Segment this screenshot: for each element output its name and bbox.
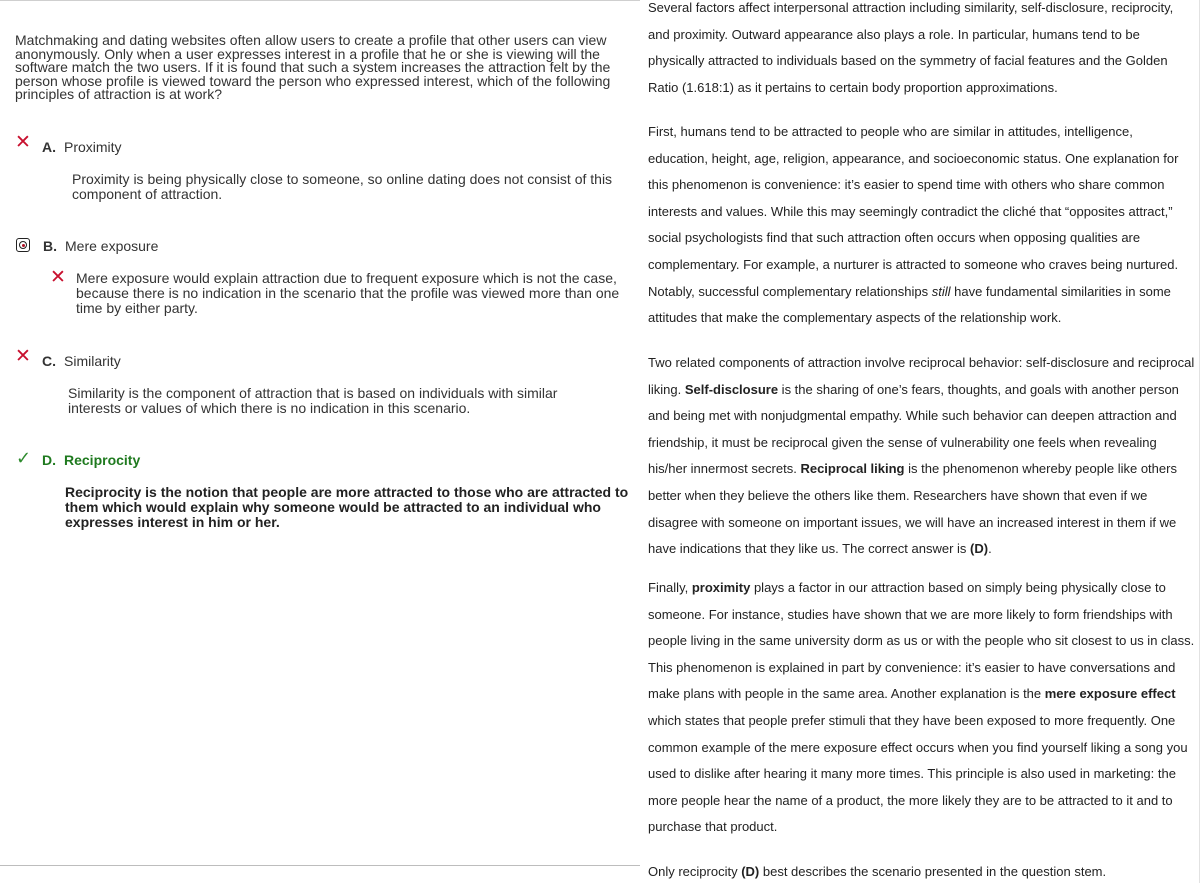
paragraph-text: Finally,: [648, 580, 692, 595]
option-label: Reciprocity: [64, 452, 141, 468]
key-term: Self-disclosure: [684, 381, 779, 397]
explanation-pane: [648, 0, 1196, 883]
paragraph-text: Several factors affect interpersonal attraction including similarity, self-disclosure, reciprocity, and proximity. Outward appearance also plays a role. In particular, humans tend to be physically attracted to individuals based on the symmetry of facial features and the Golden Ratio (1.618:1) as it pertains to certain body proportion approximations.: [648, 0, 1174, 95]
option-a[interactable]: [42, 139, 122, 155]
option-d[interactable]: [42, 452, 140, 468]
key-term: proximity: [691, 580, 751, 595]
paragraph-text: plays a factor in our attraction based on simply being physically close to someone. For instance, studies have shown that we are more likely to form friendships with people living in the same university dorm as us or with the people who sit closest to us in class. This phenomenon is explained in part by convenience: it’s easier to have conversations and make plans with people in the same area. Another explanation is the: [648, 580, 1195, 702]
paragraph-text: is the phenomenon whereby people like others better when they believe the others like them. Researchers have shown that even if we disagree with someone on important issues, we will have an increased interest in them if we have indications that they like us. The correct answer is: [648, 461, 1177, 557]
option-label: Mere exposure: [65, 238, 159, 254]
option-a-explanation: Proximity is being physically close to someone, so online dating does not consist of this component of attraction.: [72, 171, 613, 202]
option-c[interactable]: [42, 353, 121, 369]
answer-label: (D): [970, 541, 989, 557]
key-term: mere exposure effect: [1044, 686, 1176, 702]
paragraph-text: Two related components of attraction involve reciprocal behavior: self-disclosure and reciprocal liking.: [648, 355, 1195, 397]
explanation-paragraph: [648, 0, 1196, 101]
scroll-edge: [1199, 0, 1200, 883]
paragraph-text: .: [988, 541, 992, 557]
option-letter: B.: [43, 238, 57, 254]
explanation-paragraph: [648, 859, 1196, 886]
explanation-paragraph: [648, 350, 1196, 563]
x-mark-icon: ✕: [15, 346, 31, 367]
x-mark-icon: ✕: [50, 267, 66, 288]
option-d-explanation: Reciprocity is the notion that people are more attracted to those who are attracted to them which would explain why someone would be attracted to an individual who expresses interest in him or her.: [65, 484, 629, 530]
explanation-paragraph: [648, 575, 1196, 841]
answer-label: (D): [741, 864, 760, 879]
option-b[interactable]: [43, 238, 158, 254]
paragraph-text: which states that people prefer stimuli that they have been exposed to more frequently. One common example of the mere exposure effect occurs when you find yourself liking a song you used to dislike after hearing it many more times. This principle is also used in marketing: the more people hear the name of a product, the more likely they are to be attracted to it and to purchase that product.: [648, 712, 1188, 835]
emphasis-text: still: [931, 283, 951, 299]
option-letter: C.: [42, 353, 56, 369]
explanation-paragraph: [648, 119, 1196, 332]
checkmark-icon: ✓: [16, 448, 32, 468]
option-letter: A.: [42, 139, 56, 155]
paragraph-text: First, humans tend to be attracted to people who are similar in attitudes, intelligence, education, height, age, religion, appearance, and socioeconomic status. One explanation for this phenomenon is convenience: it’s easier to spend time with others who share common interests and values. While this may seemingly contradict the cliché that “opposites attract,” social psychologists find that such attraction often occurs when opposing qualities are complementary. For example, a nurturer is attracted to someone who craves being nurtured. Notably, successful complementary relationships: [648, 124, 1179, 299]
option-label: Similarity: [64, 353, 121, 369]
x-mark-icon: ✕: [15, 132, 31, 153]
paragraph-text: is the sharing of one’s fears, thoughts, and goals with another person and being met with nonjudgmental empathy. While such behavior can deepen attraction and friendship, it must be reciprocal given the sense of vulnerability one feels when revealing his/her innermost secrets.: [648, 381, 1179, 477]
option-letter: D.: [42, 452, 56, 468]
question-stem: Matchmaking and dating websites often allow users to create a profile that other users can view anonymously. Only when a user expresses interest in a profile that he or she is viewing will the software match the two users. If it is found that such a system increases the attraction felt by the person whose profile is viewed toward the person who expressed interest, which of the following principles of attraction is at work?: [15, 32, 611, 102]
option-b-explanation: Mere exposure would explain attraction due to frequent exposure which is not the case, because there is no indication in the scenario that the profile was viewed more than one time by either party.: [76, 270, 620, 316]
paragraph-text: best describes the scenario presented in the question stem.: [759, 864, 1107, 879]
selected-radio-icon[interactable]: [16, 238, 30, 252]
option-c-explanation: Similarity is the component of attraction that is based on individuals with similar interests or values of which there is no indication in this scenario.: [68, 385, 558, 416]
paragraph-text: have fundamental similarities in some attitudes that make the complementary aspects of the relationship work.: [648, 283, 1171, 326]
option-label: Proximity: [64, 139, 122, 155]
paragraph-text: Only reciprocity: [648, 864, 742, 879]
key-term: Reciprocal liking: [800, 461, 905, 477]
